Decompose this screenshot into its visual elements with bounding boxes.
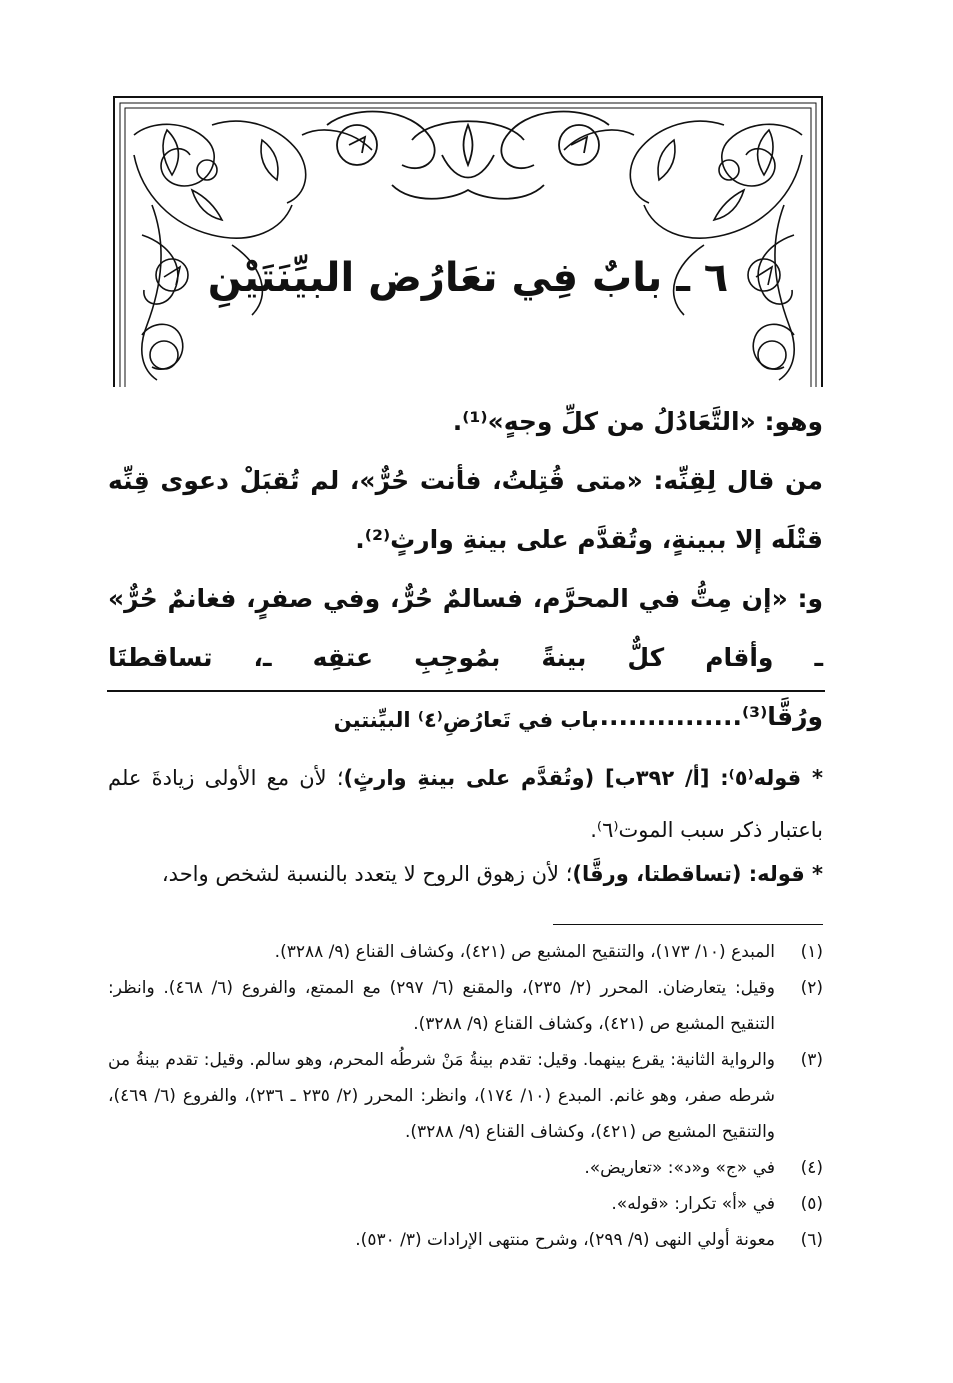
footnote-number: (٦) [800,1230,823,1250]
footnote-text: معونة أولي النهى (٩/ ٢٩٩)، وشرح منتهى الإرادات (٣/ ٥٣٠). [355,1230,775,1250]
main-paragraph-3-text: و: «إن مِتُّ في المحرَّم، فسالمٌ حُرٌّ، وفي صفرٍ، فغانمٌ حُرٌّ» ـ وأقام كلٌّ بينةً بمُوجِبِ عتقِه ـ، تساقطتَا ورُقَّا⁽³⁾ [108,584,823,731]
footnote [108,970,823,1042]
footnote-number: (٢) [800,978,823,998]
footnote [108,934,823,970]
footnote-text: وقيل: يتعارضان. المحرر (٢/ ٢٣٥)، والمقنع (٦/ ٢٩٧) مع الممتع، والفروع (٦/ ٤٦٨). وانظر: التنقيح المشبع ص (٤٢١)، وكشاف القناع (٩/ ٣٢٨٨). [108,978,776,1034]
footnote-text: في «ج» و«د»: «تعاريض». [584,1158,775,1178]
main-paragraph-2 [108,451,823,569]
commentary-1-text: ؛ لأن مع الأولى زيادةَ علم باعتبار ذكر سبب الموت⁽٦⁾. [108,766,823,842]
footnote-number: (٤) [800,1158,823,1178]
footnote [108,1042,823,1150]
commentary-1-lemma: * قوله⁽٥⁾: [أ/ ٣٩٢ب] (وتُقدَّم على بينةِ وارثٍ) [343,766,823,790]
main-paragraph-1-text: وهو: «التَّعَادُلُ من كلِّ وجهٍ»⁽¹⁾. [452,407,823,436]
footnote-number: (١) [800,942,823,962]
chapter-title: ٦ ـ بابٌ فِي تعَارُض البيِّنَتَيْنِ [207,255,729,301]
footnote [108,1222,823,1258]
commentary-title: باب في تَعارُضِ⁽٤⁾ البيِّنتين [333,708,598,732]
leader-dots: ................ [590,702,742,731]
footnote [108,1150,823,1186]
ornamental-frame [112,95,824,387]
footnote [108,1186,823,1222]
footnote-text: في «أ» تكرار: «قوله». [611,1194,775,1214]
footnote-divider [553,924,823,925]
commentary-paragraph-1 [108,752,823,856]
footnote-text: والرواية الثانية: يقرع بينهما. وقيل: تقدم بينةُ مَنْ شرطُه المحرم، وهو سالم. وقيل: تقدم بينةُ من شرطه صفر، وهو غانم. المبدع (١٠/ ١٧٤)، وانظر: المحرر (٢/ ٢٣٥ ـ ٢٣٦)، والفروع (٦/ ٤٦٩)، والتنقيح المشبع ص (٤٢١)، وكشاف القناع (٩/ ٣٢٨٨). [108,1050,776,1142]
footnotes [108,934,823,1258]
ornament-border-icon [112,95,824,387]
commentary-2-lemma: * قوله: (تساقطتا، ورقَّا) [572,862,823,886]
footnote-number: (٥) [800,1194,823,1214]
commentary-paragraph-2-block [108,848,823,900]
main-paragraph-1 [108,392,823,451]
commentary-2-text: ؛ لأن زهوق الروح لا يتعدد بالنسبة لشخص واحد، [161,862,573,886]
section-divider [107,690,825,692]
main-paragraph-2-text: من قال لِقِنِّه: «متى قُتِلتُ، فأنت حُرٌّ»، لم تُقبَلْ دعوى قِنِّه قتْلَه إلا ببينةٍ، وتُقدَّم على بينةِ وارثٍ⁽²⁾. [108,466,823,554]
footnote-text: المبدع (١٠/ ١٧٣)، والتنقيح المشبع ص (٤٢١)، وكشاف القناع (٩/ ٣٢٨٨). [274,942,775,962]
commentary-paragraph-1-block [108,752,823,856]
commentary-paragraph-2 [108,848,823,900]
footnote-number: (٣) [800,1050,823,1070]
